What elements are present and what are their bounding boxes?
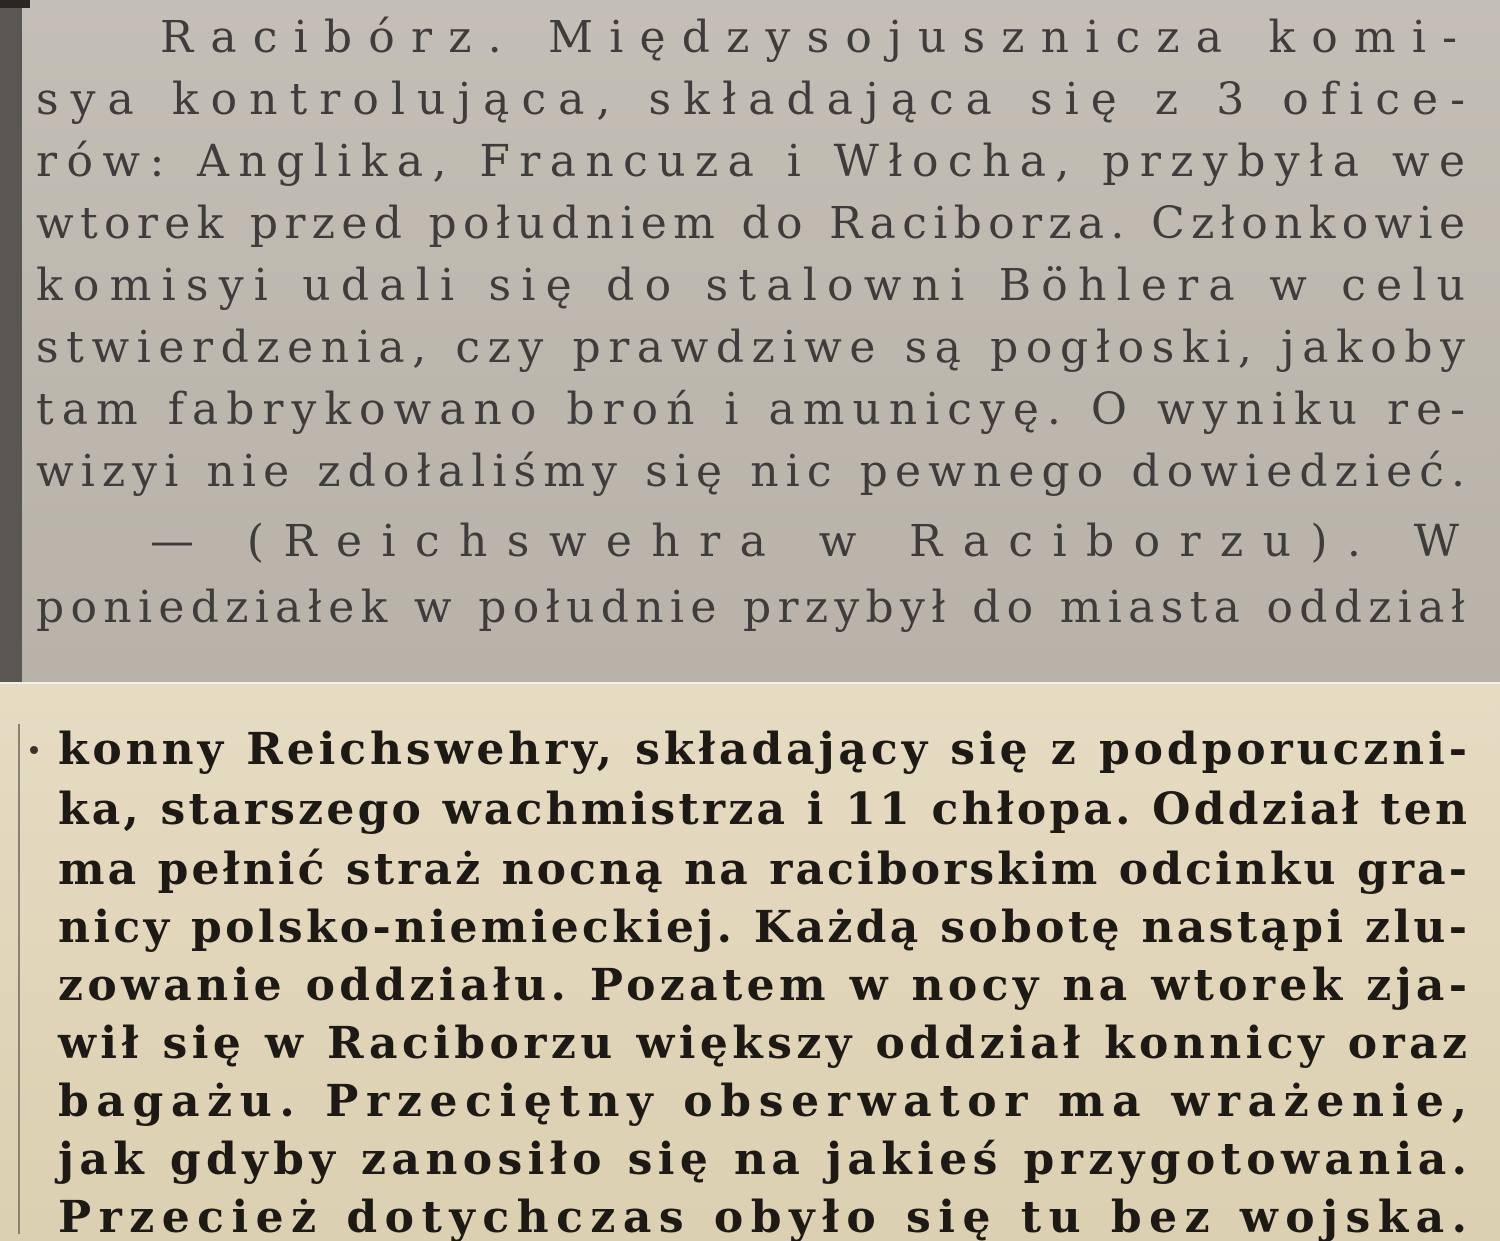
article-line: sya kontrolująca, składająca się z 3 ofice- xyxy=(36,74,1478,125)
article-line: stwierdzenia, czy prawdziwe są pogłoski, jakoby xyxy=(36,322,1473,373)
article-line: Przecież dotychczas obyło się tu bez wojska. xyxy=(58,1192,1475,1241)
column-rule-cap xyxy=(0,0,30,8)
article-line: konny Reichswehry, składający się z podporuczni- xyxy=(58,724,1471,775)
article-line: komisyi udali się do stalowni Böhlera w celu xyxy=(36,260,1476,311)
article-line: bagażu. Przeciętny obserwator ma wrażenie, xyxy=(58,1076,1475,1127)
article-line: zowanie oddziału. Pozatem w nocy na wtorek zja- xyxy=(58,960,1472,1011)
article-line: rów: Anglika, Francuza i Włocha, przybyła we xyxy=(36,136,1475,187)
scan-bottom-panel xyxy=(0,684,1500,1241)
article-line: tam fabrykowano broń i amunicyę. O wyniku re- xyxy=(36,384,1474,435)
article-line: nicy polsko-niemieckiej. Każdą sobotę nastąpi zlu- xyxy=(58,902,1471,953)
article-line: jak gdyby zanosiło się na jakieś przygotowania. xyxy=(58,1134,1473,1185)
column-rule xyxy=(18,724,20,1234)
article-line: wtorek przed południem do Raciborza. Członkowie xyxy=(36,198,1472,249)
article-line: wizyi nie zdołaliśmy się nic pewnego dowiedzieć. xyxy=(36,446,1473,497)
article-line: ma pełnić straż nocną na raciborskim odcinku gra- xyxy=(58,844,1471,895)
print-speck xyxy=(30,746,38,754)
article-line: Racibórz. Międzysojusznicza komi- xyxy=(160,12,1474,63)
article-line: — (Reichswehra w Raciborzu). W xyxy=(150,516,1479,567)
column-rule xyxy=(0,0,22,684)
article-line: wił się w Raciborzu większy oddział konnicy oraz xyxy=(58,1018,1472,1069)
article-line: ka, starszego wachmistrza i 11 chłopa. Oddział ten xyxy=(58,784,1471,835)
article-line: poniedziałek w południe przybył do miasta oddział xyxy=(36,582,1472,633)
